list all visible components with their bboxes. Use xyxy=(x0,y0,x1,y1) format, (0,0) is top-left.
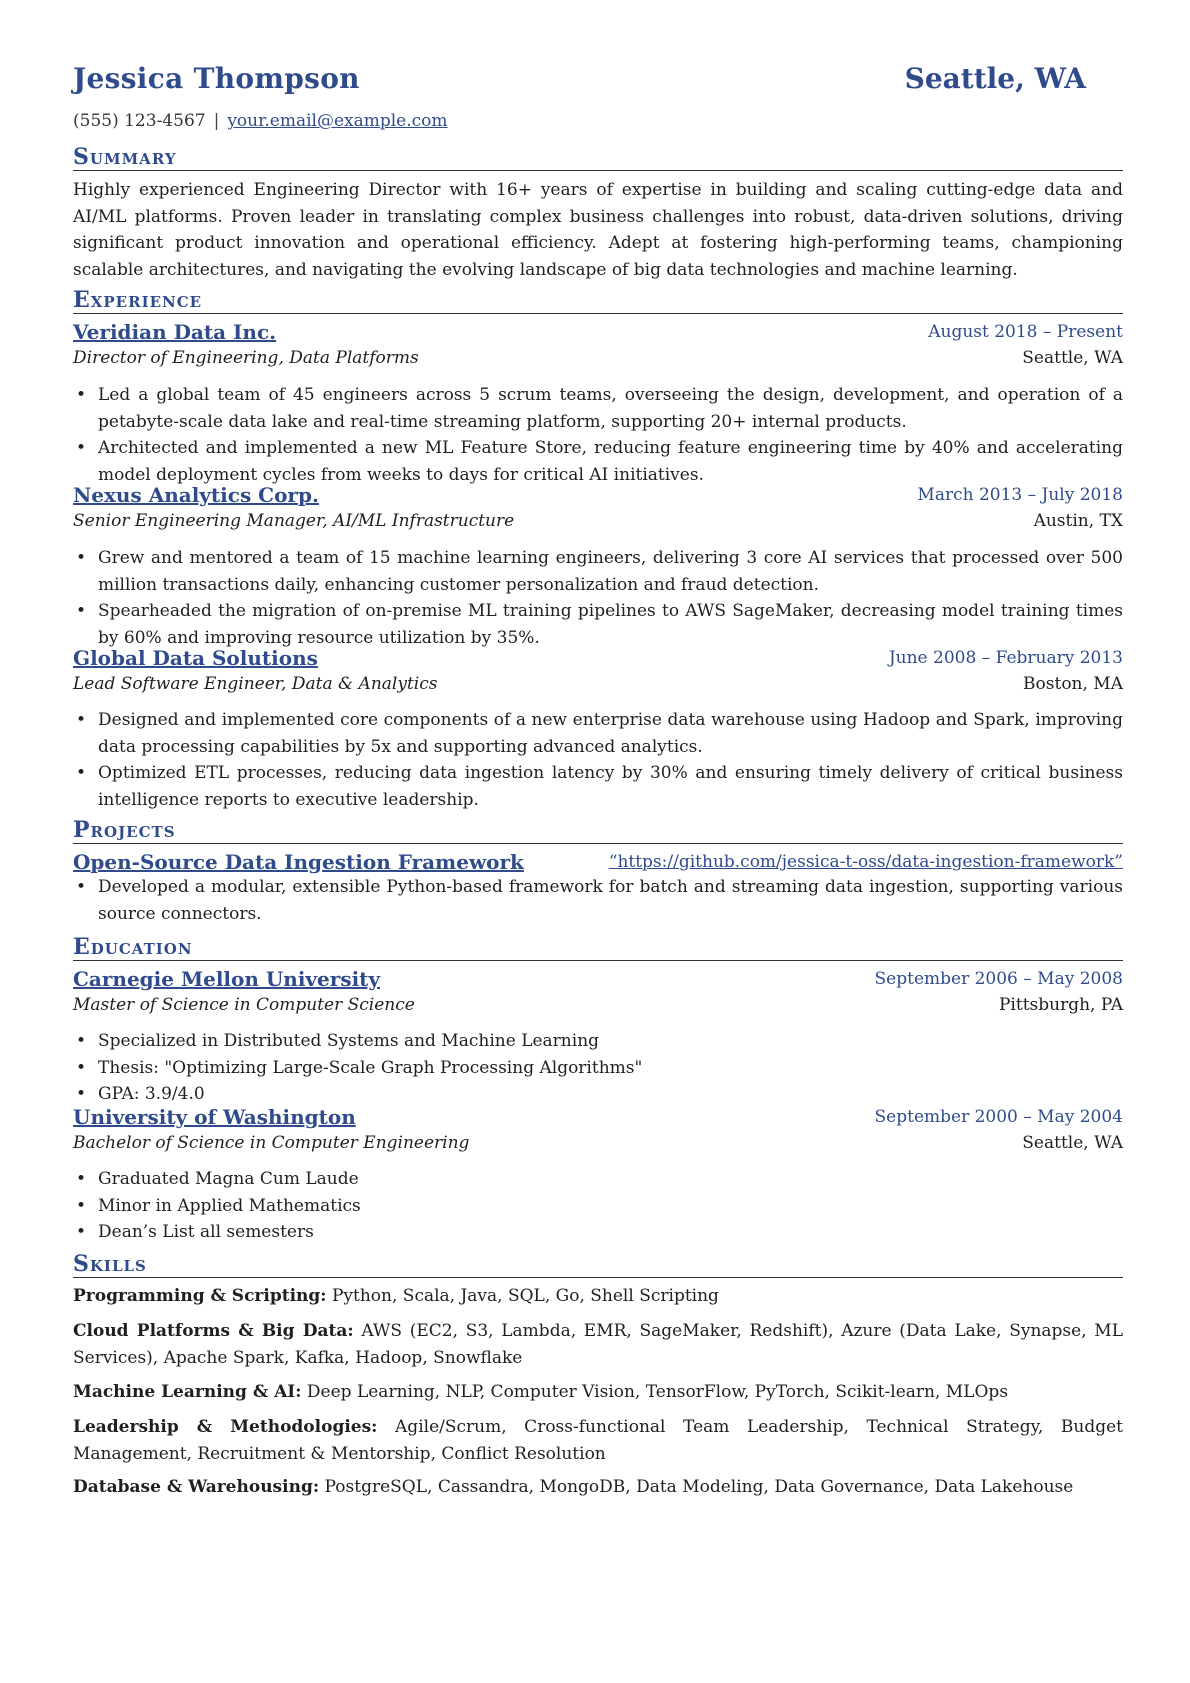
education-bullets xyxy=(73,1166,1123,1246)
list-item: • Minor in Applied Mathematics xyxy=(73,1193,1123,1220)
job-dates: June 2008 – February 2013 xyxy=(888,648,1123,668)
job-role: Senior Engineering Manager, AI/ML Infrastructure xyxy=(73,511,515,531)
project-title[interactable]: Open-Source Data Ingestion Framework xyxy=(73,850,524,874)
skill-value: AWS (EC2, S3, Lambda, EMR, SageMaker, Redshift), Azure (Data Lake, Synapse, ML Services), Apache Spark, Kafka, Hadoop, Snowflake xyxy=(73,1321,1123,1368)
list-item: • Graduated Magna Cum Laude xyxy=(73,1166,1123,1193)
school-name[interactable]: Carnegie Mellon University xyxy=(73,967,381,991)
skill-label: Cloud Platforms & Big Data: xyxy=(73,1321,354,1341)
contact-separator: | xyxy=(213,111,220,131)
skill-label: Database & Warehousing: xyxy=(73,1477,320,1497)
skill-value: Agile/Scrum, Cross-functional Team Leadership, Technical Strategy, Budget Management, Recruitment & Mentorship, Conflict Resolution xyxy=(73,1417,1124,1464)
job-bullets xyxy=(73,382,1123,488)
education-location: Seattle, WA xyxy=(1022,1133,1123,1153)
summary-heading: Summary xyxy=(73,145,1123,171)
list-item: • GPA: 3.9/4.0 xyxy=(73,1081,1123,1108)
projects-heading: Projects xyxy=(73,818,1123,844)
list-item: • Specialized in Distributed Systems and Machine Learning xyxy=(73,1028,1123,1055)
contact-line xyxy=(73,111,448,131)
skill-row xyxy=(73,1379,1123,1406)
job-bullets xyxy=(73,707,1123,813)
summary-text: Highly experienced Engineering Director with 16+ years of expertise in building and scaling cutting-edge data and AI/ML platforms. Proven leader in translating complex business challenges into robust, data-driven solutions, driving significant product innovation and operational efficiency. Adept at fostering high-performing teams, championing scalable architectures, and navigating the evolving landscape of big data technologies and machine learning. xyxy=(73,180,1123,280)
project-link[interactable]: “https://github.com/jessica-t-oss/data-ingestion-framework” xyxy=(608,852,1123,872)
candidate-name: Jessica Thompson xyxy=(73,62,360,95)
company-name[interactable]: Global Data Solutions xyxy=(73,646,318,670)
list-item: • Led a global team of 45 engineers across 5 scrum teams, overseeing the design, development, and operation of a petabyte-scale data lake and real-time streaming platform, supporting 20+ internal products. xyxy=(73,382,1123,435)
education-bullets xyxy=(73,1028,1123,1108)
list-item: • Grew and mentored a team of 15 machine learning engineers, delivering 3 core AI services that processed over 500 million transactions daily, enhancing customer personalization and fraud detection. xyxy=(73,545,1123,598)
job-location: Boston, MA xyxy=(1023,674,1123,694)
job-dates: August 2018 – Present xyxy=(928,322,1123,342)
email-link[interactable]: your.email@example.com xyxy=(227,111,448,131)
education-dates: September 2000 – May 2004 xyxy=(874,1107,1123,1127)
skill-row xyxy=(73,1318,1123,1371)
skill-label: Machine Learning & AI: xyxy=(73,1382,302,1402)
experience-heading: Experience xyxy=(73,288,1123,314)
education-heading: Education xyxy=(73,935,1123,961)
job-bullets xyxy=(73,545,1123,651)
candidate-location: Seattle, WA xyxy=(904,62,1086,95)
job-role: Lead Software Engineer, Data & Analytics xyxy=(73,674,438,694)
skill-label: Programming & Scripting: xyxy=(73,1286,327,1306)
school-name[interactable]: University of Washington xyxy=(73,1105,356,1129)
skill-value: PostgreSQL, Cassandra, MongoDB, Data Modeling, Data Governance, Data Lakehouse xyxy=(324,1477,1074,1497)
job-role: Director of Engineering, Data Platforms xyxy=(73,348,419,368)
company-name[interactable]: Nexus Analytics Corp. xyxy=(73,483,319,507)
list-item: • Dean’s List all semesters xyxy=(73,1219,1123,1246)
list-item: • Thesis: "Optimizing Large-Scale Graph Processing Algorithms" xyxy=(73,1055,1123,1082)
skill-row xyxy=(73,1414,1123,1467)
list-item: • Designed and implemented core components of a new enterprise data warehouse using Hadoop and Spark, improving data processing capabilities by 5x and supporting advanced analytics. xyxy=(73,707,1123,760)
list-item: • Developed a modular, extensible Python-based framework for batch and streaming data ingestion, supporting various source connectors. xyxy=(73,874,1123,927)
education-location: Pittsburgh, PA xyxy=(998,995,1123,1015)
skill-row xyxy=(73,1474,1123,1501)
skills-heading: Skills xyxy=(73,1252,1123,1278)
company-name[interactable]: Veridian Data Inc. xyxy=(73,320,277,344)
phone-number: (555) 123-4567 xyxy=(73,111,206,131)
education-dates: September 2006 – May 2008 xyxy=(874,969,1123,989)
skill-label: Leadership & Methodologies: xyxy=(73,1417,378,1437)
skill-value: Python, Scala, Java, SQL, Go, Shell Scripting xyxy=(331,1286,719,1306)
list-item: • Architected and implemented a new ML Feature Store, reducing feature engineering time by 40% and accelerating model deployment cycles from weeks to days for critical AI initiatives. xyxy=(73,435,1123,488)
skill-row xyxy=(73,1283,1123,1310)
list-item: • Spearheaded the migration of on-premise ML training pipelines to AWS SageMaker, decreasing model training times by 60% and improving resource utilization by 35%. xyxy=(73,598,1123,651)
job-location: Seattle, WA xyxy=(1022,348,1123,368)
job-location: Austin, TX xyxy=(1033,511,1123,531)
degree: Master of Science in Computer Science xyxy=(73,995,415,1015)
project-bullets xyxy=(73,874,1123,927)
job-dates: March 2013 – July 2018 xyxy=(917,485,1123,505)
degree: Bachelor of Science in Computer Engineering xyxy=(73,1133,470,1153)
list-item: • Optimized ETL processes, reducing data ingestion latency by 30% and ensuring timely delivery of critical business intelligence reports to executive leadership. xyxy=(73,760,1123,813)
skill-value: Deep Learning, NLP, Computer Vision, TensorFlow, PyTorch, Scikit-learn, MLOps xyxy=(306,1382,1009,1402)
